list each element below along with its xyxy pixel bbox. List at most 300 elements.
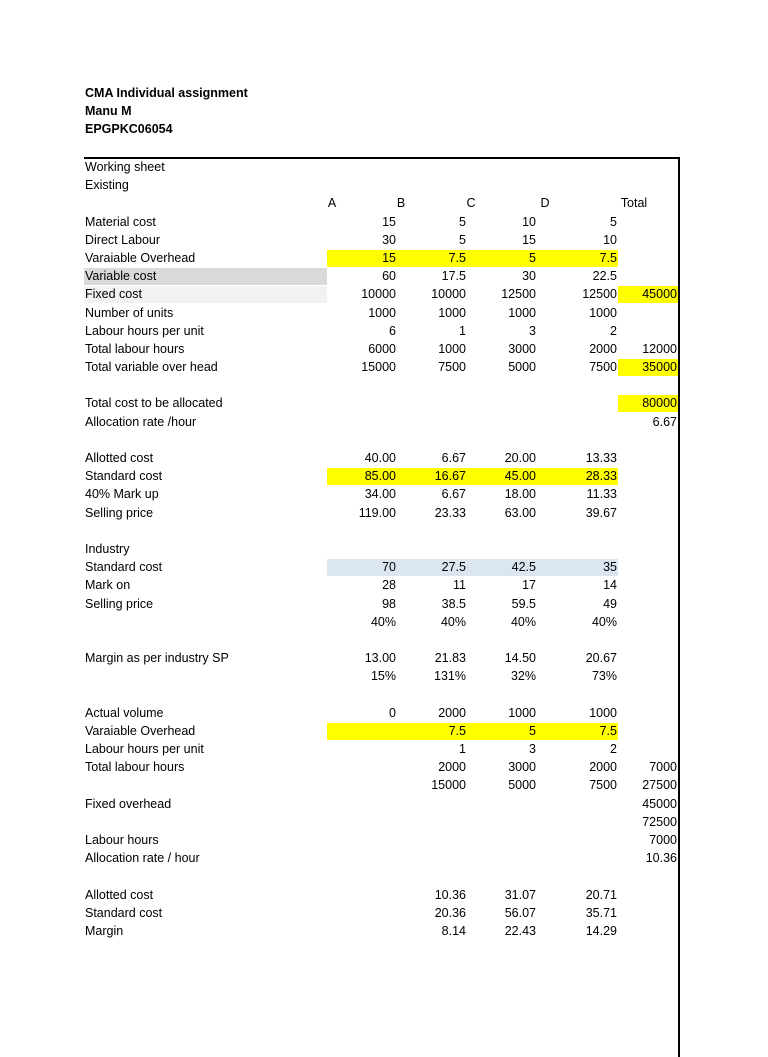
value-cell (327, 741, 397, 758)
sheet-row (84, 796, 676, 814)
sheet-row (84, 705, 676, 723)
value-cell (537, 632, 618, 649)
value-cell: 2000 (438, 760, 466, 775)
value-cell (618, 177, 678, 194)
value-cell: 15000 (431, 778, 466, 793)
value-cell (467, 395, 537, 412)
value-cell: 7500 (438, 360, 466, 375)
value-cell: 59.5 (511, 596, 536, 611)
value-cell (327, 796, 397, 813)
sheet-row (84, 414, 676, 432)
value-cell: 10000 (431, 287, 466, 302)
value-cell: 28 (382, 578, 396, 593)
value-cell: 1 (459, 323, 466, 338)
row-label: Total labour hours (85, 760, 185, 775)
row-label: Allocation rate / hour (85, 851, 200, 866)
sheet-row (84, 577, 676, 595)
value-cell: 40% (370, 614, 396, 629)
sheet-row (84, 905, 676, 923)
value-cell (467, 686, 537, 703)
value-cell: 2000 (438, 705, 466, 720)
value-cell: 72500 (642, 814, 677, 829)
sheet-row (84, 559, 676, 577)
value-cell (327, 759, 397, 776)
value-cell (618, 232, 678, 249)
sheet-row (84, 341, 676, 359)
value-cell: 1000 (508, 705, 536, 720)
value-cell: 35000 (618, 359, 678, 376)
value-cell: 38.5 (441, 596, 466, 611)
value-cell (537, 414, 618, 431)
value-cell: 12000 (642, 341, 677, 356)
value-cell (618, 614, 678, 631)
row-label (84, 614, 327, 631)
value-cell (467, 159, 537, 176)
value-cell: 1000 (589, 305, 617, 320)
value-cell: 7.5 (397, 250, 467, 267)
value-cell (537, 395, 618, 412)
sheet-row (84, 359, 676, 377)
value-cell: 6 (389, 323, 396, 338)
value-cell (327, 686, 397, 703)
value-cell (537, 814, 618, 831)
value-cell: 73% (591, 669, 617, 684)
value-cell (327, 868, 397, 885)
value-cell (618, 723, 678, 740)
row-label: Actual volume (85, 705, 164, 720)
value-cell: 6.67 (652, 414, 677, 429)
row-label: Working sheet (85, 160, 165, 174)
sheet-row (84, 614, 676, 632)
row-label: Labour hours per unit (85, 323, 204, 338)
value-cell (397, 868, 467, 885)
value-cell: 28.33 (537, 468, 618, 485)
value-cell: 22.43 (504, 923, 536, 938)
column-header: D (540, 196, 550, 211)
value-cell: 20.67 (585, 651, 617, 666)
value-cell: 1 (459, 742, 466, 756)
row-label (84, 868, 327, 885)
value-cell: 17.5 (441, 269, 466, 284)
value-cell (618, 559, 678, 576)
value-cell (618, 686, 678, 703)
value-cell: 10.36 (434, 887, 466, 902)
value-cell (397, 541, 467, 558)
value-cell (327, 159, 397, 176)
value-cell (327, 905, 397, 922)
value-cell (537, 432, 618, 449)
value-cell: 13.00 (364, 651, 396, 666)
value-cell (537, 850, 618, 867)
row-label (84, 777, 327, 794)
row-label: Labour hours per unit (85, 742, 204, 756)
value-cell: 3 (529, 323, 536, 338)
value-cell: 10.36 (645, 851, 677, 866)
row-label: Selling price (85, 596, 154, 611)
row-label: Margin as per industry SP (85, 651, 229, 666)
row-label (84, 668, 327, 685)
sheet-row (84, 632, 676, 650)
sheet-row (84, 777, 676, 795)
row-label (84, 632, 327, 649)
sheet-row (84, 159, 676, 177)
row-label: Fixed cost (84, 286, 327, 303)
value-cell: 70 (327, 559, 397, 576)
value-cell (327, 887, 397, 904)
value-cell (537, 523, 618, 540)
value-cell: 14 (603, 578, 617, 593)
value-cell (397, 177, 467, 194)
value-cell: 10 (603, 232, 617, 247)
value-cell: 15000 (361, 360, 396, 375)
value-cell: 27500 (642, 778, 677, 793)
value-cell (397, 686, 467, 703)
value-cell: 5 (610, 214, 617, 229)
value-cell: 32% (510, 669, 536, 684)
value-cell: 30 (522, 269, 536, 284)
value-cell (618, 868, 678, 885)
value-cell: 22.5 (592, 269, 617, 284)
value-cell: 6.67 (441, 451, 466, 465)
value-cell: 45000 (642, 796, 677, 811)
row-label: Number of units (85, 305, 174, 320)
value-cell: 15% (370, 669, 396, 684)
value-cell: 10000 (361, 287, 396, 302)
value-cell (618, 596, 678, 613)
row-label: Varaiable Overhead (85, 723, 196, 738)
value-cell: 60 (382, 269, 396, 284)
value-cell (537, 177, 618, 194)
sheet-row (84, 377, 676, 395)
working-sheet (84, 159, 676, 941)
sheet-row (84, 195, 676, 213)
value-cell: 14.50 (504, 651, 536, 666)
value-cell: 7000 (649, 760, 677, 775)
value-cell (618, 377, 678, 394)
value-cell: 11.33 (586, 487, 617, 502)
sheet-row (84, 723, 676, 741)
value-cell: 7500 (589, 360, 617, 375)
row-label: Variable cost (84, 268, 327, 285)
value-cell: 5 (467, 250, 537, 267)
value-cell (327, 850, 397, 867)
value-cell: 40.00 (364, 451, 396, 465)
value-cell (467, 523, 537, 540)
sheet-row (84, 868, 676, 886)
value-cell (618, 905, 678, 922)
value-cell: 3000 (508, 760, 536, 775)
value-cell: 98 (382, 596, 396, 611)
value-cell (397, 395, 467, 412)
value-cell (618, 632, 678, 649)
sheet-row (84, 850, 676, 868)
value-cell: 7500 (589, 778, 617, 793)
value-cell: 0 (389, 705, 396, 720)
value-cell (618, 923, 678, 940)
value-cell (467, 632, 537, 649)
value-cell: 56.07 (504, 905, 536, 920)
value-cell (467, 377, 537, 394)
sheet-row (84, 741, 676, 759)
value-cell: 39.67 (585, 505, 617, 520)
row-label: Standard cost (85, 560, 163, 575)
value-cell: 40% (510, 614, 536, 629)
value-cell (618, 741, 678, 758)
value-cell (397, 814, 467, 831)
value-cell (618, 268, 678, 285)
sheet-row (84, 887, 676, 905)
value-cell (537, 832, 618, 849)
value-cell: 80000 (618, 395, 678, 412)
value-cell: 10 (522, 214, 536, 229)
row-label: Labour hours (85, 832, 159, 847)
document-header (85, 84, 248, 138)
value-cell (618, 486, 678, 503)
sheet-row (84, 814, 676, 832)
value-cell (467, 432, 537, 449)
sheet-row (84, 505, 676, 523)
value-cell: 1000 (589, 705, 617, 720)
value-cell (537, 159, 618, 176)
value-cell (327, 432, 397, 449)
sheet-row (84, 759, 676, 777)
value-cell (327, 414, 397, 431)
value-cell: 31.07 (504, 887, 536, 902)
row-label: Margin (85, 923, 124, 938)
value-cell (467, 832, 537, 849)
row-label: Allotted cost (85, 887, 154, 902)
column-header: B (396, 196, 406, 211)
value-cell: 131% (434, 669, 466, 684)
sheet-row (84, 214, 676, 232)
value-cell: 1000 (438, 341, 466, 356)
value-cell (397, 632, 467, 649)
value-cell (618, 505, 678, 522)
value-cell (397, 796, 467, 813)
row-label: 40% Mark up (85, 487, 159, 502)
sheet-row (84, 250, 676, 268)
value-cell (327, 541, 397, 558)
value-cell (327, 832, 397, 849)
value-cell (618, 450, 678, 467)
column-header: A (327, 196, 337, 211)
row-label: Total variable over head (85, 360, 218, 375)
value-cell (618, 650, 678, 667)
sheet-row (84, 923, 676, 941)
sheet-row (84, 286, 676, 304)
value-cell (537, 796, 618, 813)
sheet-row (84, 268, 676, 286)
value-cell (618, 159, 678, 176)
value-cell (537, 686, 618, 703)
value-cell (327, 632, 397, 649)
value-cell: 3000 (508, 341, 536, 356)
value-cell (618, 577, 678, 594)
value-cell (537, 541, 618, 558)
value-cell (467, 814, 537, 831)
row-label: Selling price (85, 505, 154, 520)
value-cell (618, 523, 678, 540)
value-cell: 5 (459, 232, 466, 247)
value-cell: 20.71 (585, 887, 617, 902)
row-label (84, 814, 327, 831)
value-cell: 23.33 (434, 505, 466, 520)
sheet-row (84, 432, 676, 450)
column-header: C (466, 196, 476, 211)
value-cell: 17 (522, 578, 536, 593)
value-cell (618, 668, 678, 685)
value-cell: 5000 (508, 360, 536, 375)
row-label: Total cost to be allocated (85, 396, 223, 411)
row-label (84, 377, 327, 394)
value-cell (618, 214, 678, 231)
value-cell: 45.00 (467, 468, 537, 485)
value-cell (397, 414, 467, 431)
value-cell: 13.33 (585, 451, 617, 465)
value-cell: 40% (440, 614, 466, 629)
value-cell: 14.29 (585, 923, 617, 938)
value-cell: 27.5 (397, 559, 467, 576)
value-cell: 1000 (368, 305, 396, 320)
value-cell: 21.83 (434, 651, 466, 666)
sheet-row (84, 323, 676, 341)
value-cell: 2 (610, 742, 617, 756)
value-cell: 34.00 (364, 487, 396, 502)
row-label: Direct Labour (85, 232, 161, 247)
value-cell (618, 887, 678, 904)
row-label (84, 686, 327, 703)
value-cell: 35.71 (585, 905, 617, 920)
value-cell: 5000 (508, 778, 536, 793)
value-cell (467, 850, 537, 867)
value-cell: 40% (591, 614, 617, 629)
value-cell: 6000 (368, 341, 396, 356)
sheet-row (84, 450, 676, 468)
value-cell: 2000 (589, 760, 617, 775)
value-cell: 12500 (501, 287, 536, 302)
row-label: Fixed overhead (85, 796, 172, 811)
value-cell: 1000 (508, 305, 536, 320)
row-label: Allotted cost (85, 451, 154, 465)
value-cell (327, 777, 397, 794)
value-cell: 30 (382, 232, 396, 247)
row-label: Existing (85, 178, 129, 193)
sheet-row (84, 596, 676, 614)
value-cell (467, 177, 537, 194)
value-cell: 5 (467, 723, 537, 740)
value-cell: 7.5 (537, 250, 618, 267)
value-cell (327, 395, 397, 412)
value-cell: 11 (453, 578, 466, 593)
row-label: Total labour hours (85, 341, 185, 356)
value-cell: 20.36 (434, 905, 466, 920)
value-cell (327, 177, 397, 194)
sheet-row (84, 468, 676, 486)
value-cell: 5 (459, 214, 466, 229)
value-cell: 7.5 (397, 723, 467, 740)
value-cell: 35 (537, 559, 618, 576)
sheet-row (84, 232, 676, 250)
value-cell (618, 250, 678, 267)
value-cell: 63.00 (504, 505, 536, 520)
value-cell: 15 (522, 232, 536, 247)
row-label (84, 195, 327, 212)
value-cell (327, 523, 397, 540)
value-cell: 12500 (582, 287, 617, 302)
sheet-row (84, 177, 676, 195)
document-title: CMA Individual assignment (85, 86, 248, 100)
value-cell: 15 (382, 214, 396, 229)
value-cell (618, 432, 678, 449)
row-label: Allocation rate /hour (85, 414, 197, 429)
sheet-row (84, 650, 676, 668)
value-cell: 42.5 (467, 559, 537, 576)
value-cell (327, 814, 397, 831)
sheet-row (84, 832, 676, 850)
value-cell: 6.67 (441, 487, 466, 502)
value-cell (397, 432, 467, 449)
value-cell: 119.00 (358, 505, 396, 520)
row-label (84, 523, 327, 540)
value-cell: 15 (327, 250, 397, 267)
row-label: Standard cost (85, 469, 163, 484)
value-cell: 20.00 (504, 451, 536, 465)
student-id: EPGPKC06054 (85, 122, 173, 136)
value-cell: 2000 (589, 341, 617, 356)
value-cell (467, 414, 537, 431)
row-label: Mark on (85, 578, 131, 593)
value-cell: 3 (529, 742, 536, 756)
row-label: Standard cost (85, 905, 163, 920)
column-header: Total (620, 196, 648, 211)
value-cell (537, 377, 618, 394)
sheet-row (84, 686, 676, 704)
value-cell: 45000 (618, 286, 678, 303)
sheet-row (84, 668, 676, 686)
value-cell: 1000 (438, 305, 466, 320)
value-cell: 8.14 (441, 923, 466, 938)
sheet-row (84, 541, 676, 559)
value-cell (397, 377, 467, 394)
value-cell (467, 868, 537, 885)
value-cell (618, 323, 678, 340)
value-cell (618, 468, 678, 485)
value-cell: 7.5 (537, 723, 618, 740)
value-cell (397, 850, 467, 867)
value-cell (327, 723, 397, 740)
value-cell: 85.00 (327, 468, 397, 485)
value-cell: 49 (603, 596, 617, 611)
value-cell (327, 377, 397, 394)
value-cell (467, 796, 537, 813)
sheet-row (84, 486, 676, 504)
row-label (84, 432, 327, 449)
sheet-row (84, 523, 676, 541)
value-cell (397, 159, 467, 176)
value-cell (537, 868, 618, 885)
value-cell (618, 305, 678, 322)
row-label: Material cost (85, 214, 156, 229)
author-name: Manu M (85, 104, 132, 118)
value-cell: 16.67 (397, 468, 467, 485)
row-label: Industry (85, 541, 130, 556)
value-cell (467, 541, 537, 558)
row-label: Varaiable Overhead (85, 250, 196, 265)
value-cell: 2 (610, 323, 617, 338)
value-cell: 7000 (649, 832, 677, 847)
value-cell (397, 832, 467, 849)
value-cell (327, 923, 397, 940)
